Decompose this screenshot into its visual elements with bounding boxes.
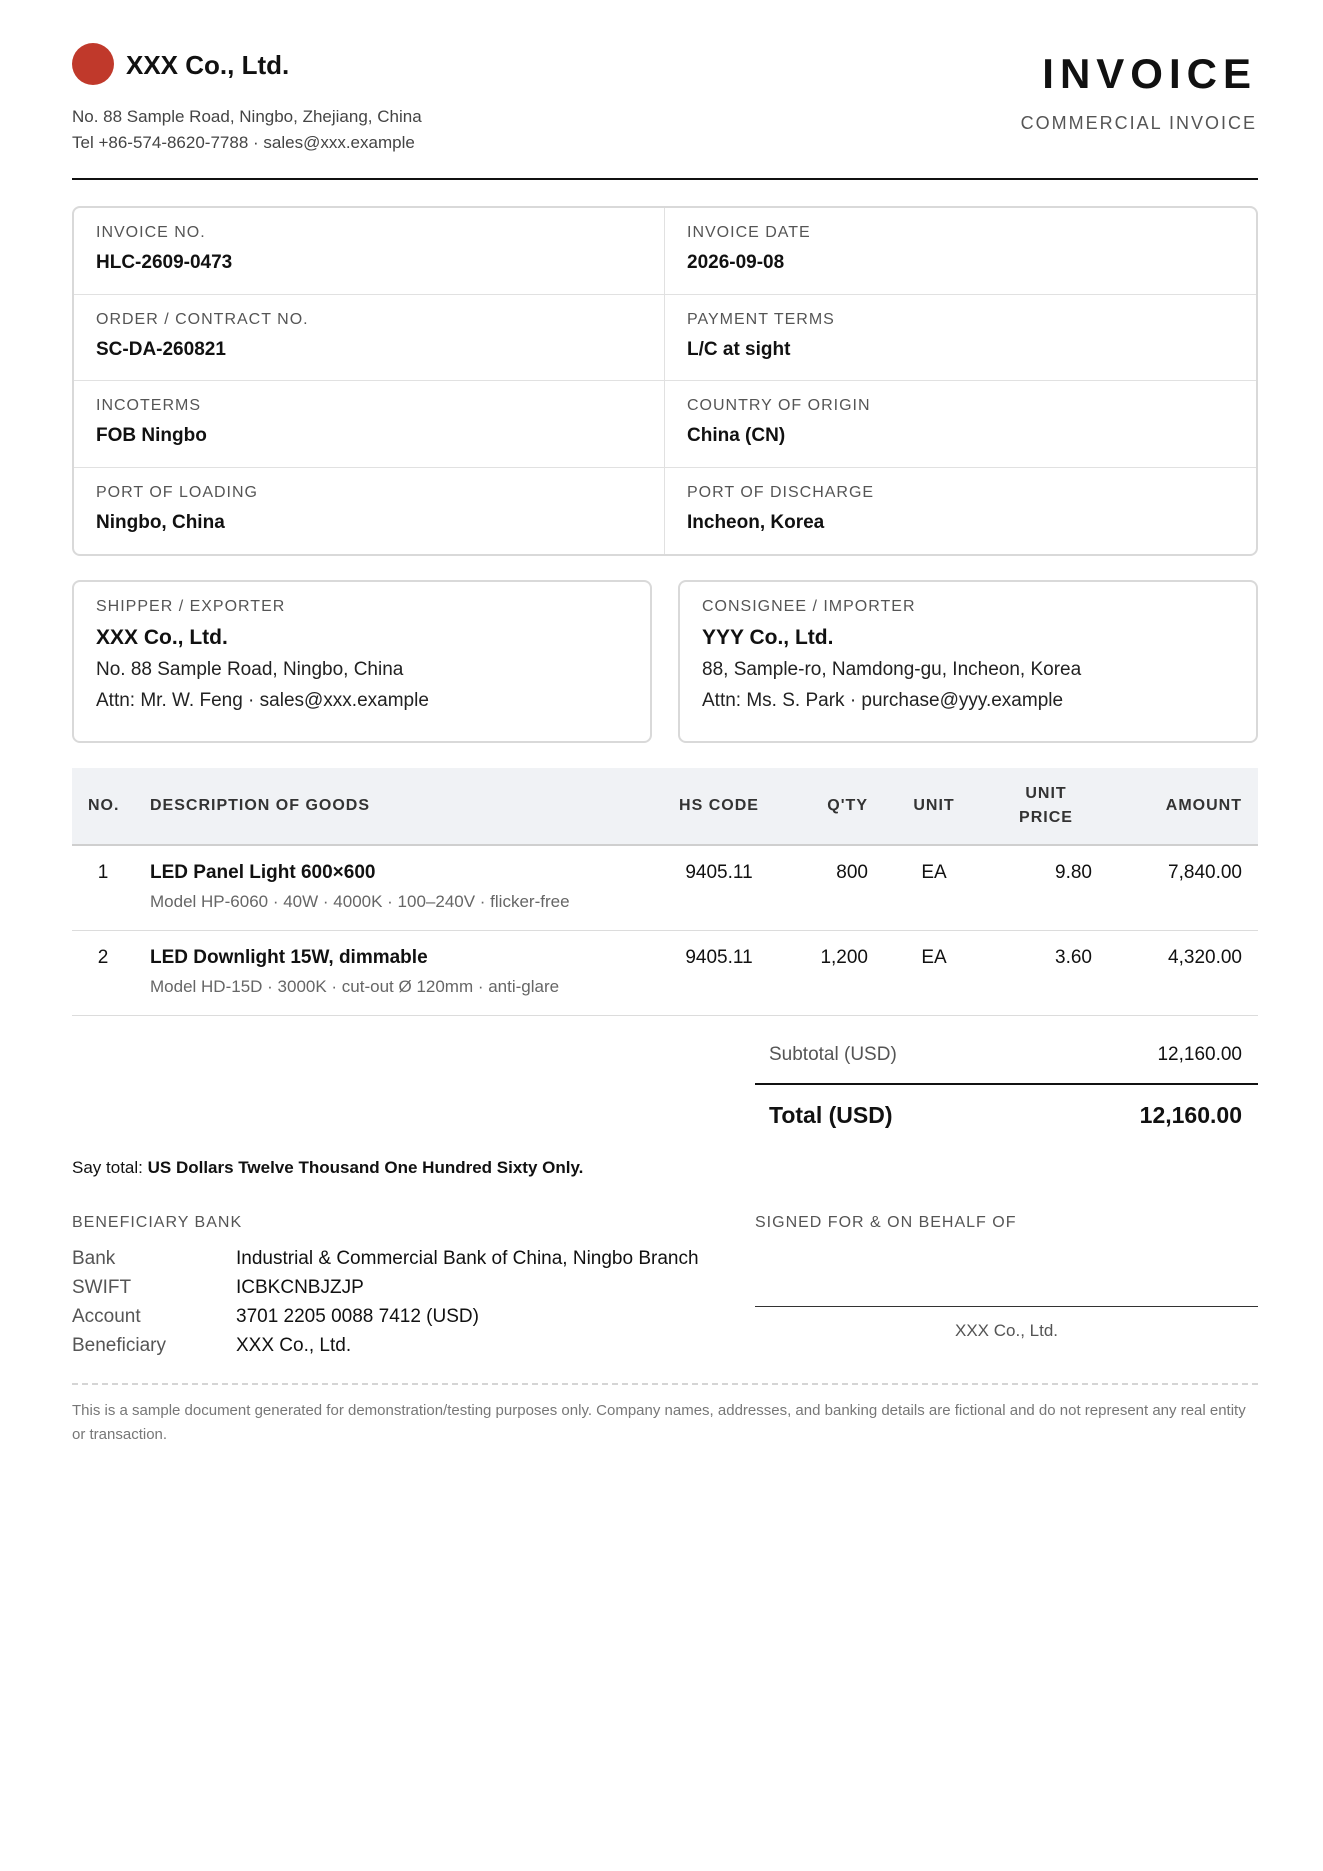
info-payment-terms <box>665 295 1256 382</box>
info-country-of-origin <box>665 381 1256 468</box>
row-description <box>134 845 654 931</box>
bank-key: Beneficiary <box>72 1334 166 1356</box>
items-table <box>72 768 1258 1016</box>
consignee-box <box>678 580 1258 743</box>
info-value: HLC-2609-0473 <box>96 252 233 273</box>
total-label: Total (USD) <box>769 1102 893 1128</box>
info-invoice-date <box>665 208 1256 295</box>
row-no: 2 <box>72 931 134 1016</box>
col-header-description: DESCRIPTION OF GOODS <box>134 768 654 845</box>
col-header-hs-code: HS CODE <box>654 768 784 845</box>
row-description <box>134 931 654 1016</box>
company-name: XXX Co., Ltd. <box>126 50 290 80</box>
table-row <box>72 845 1258 931</box>
info-port-of-discharge <box>665 468 1256 555</box>
info-label: PORT OF LOADING <box>96 483 258 501</box>
shipper-label: SHIPPER / EXPORTER <box>96 598 286 615</box>
shipper-address: No. 88 Sample Road, Ningbo, China <box>96 659 404 680</box>
info-label: ORDER / CONTRACT NO. <box>96 310 309 328</box>
item-spec: Model HD-15D · 3000K · cut-out Ø 120mm · anti-glare <box>150 977 560 996</box>
unit-price-header-line-2: PRICE <box>1019 809 1073 826</box>
info-order-no <box>74 295 665 382</box>
shipper-attn: Attn: Mr. W. Feng · sales@xxx.example <box>96 690 429 711</box>
company-logo <box>72 43 114 85</box>
consignee-attn: Attn: Ms. S. Park · purchase@yyy.example <box>702 690 1064 711</box>
col-header-no: NO. <box>72 768 134 845</box>
disclaimer-footnote: This is a sample document generated for demonstration/testing purposes only. Company names, addresses, and banking details are fictional and do not represent any real entity or transaction. <box>72 1402 1246 1443</box>
bank-details-table <box>72 1244 699 1360</box>
say-total <box>72 1158 583 1178</box>
info-value: Incheon, Korea <box>687 511 825 533</box>
bank-section-title: BENEFICIARY BANK <box>72 1214 243 1231</box>
col-header-unit: UNIT <box>884 768 984 845</box>
bank-key: SWIFT <box>72 1276 132 1298</box>
row-qty: 800 <box>784 845 884 931</box>
row-unit-price: 9.80 <box>984 845 1108 931</box>
info-port-of-loading <box>74 468 665 555</box>
info-value: FOB Ningbo <box>96 425 207 446</box>
item-spec: Model HP-6060 · 40W · 4000K · 100–240V · flicker-free <box>150 892 570 911</box>
info-label: PAYMENT TERMS <box>687 310 835 328</box>
row-hs-code: 9405.11 <box>654 845 784 931</box>
row-unit: EA <box>884 931 984 1016</box>
table-row <box>72 931 1258 1016</box>
info-value: China (CN) <box>687 425 786 446</box>
bank-value: 3701 2205 0088 7412 (USD) <box>236 1305 479 1327</box>
total-amount: 12,160.00 <box>1139 1102 1242 1128</box>
consignee-label: CONSIGNEE / IMPORTER <box>702 598 916 615</box>
shipper-name: XXX Co., Ltd. <box>96 626 228 649</box>
company-contact: Tel +86-574-8620-7788 · sales@xxx.example <box>72 133 415 152</box>
bank-value: XXX Co., Ltd. <box>236 1334 352 1356</box>
row-unit: EA <box>884 845 984 931</box>
invoice-info-grid <box>72 206 1258 556</box>
row-amount: 7,840.00 <box>1108 845 1258 931</box>
info-incoterms <box>74 381 665 468</box>
info-label: COUNTRY OF ORIGIN <box>687 397 871 414</box>
info-invoice-no <box>74 208 665 295</box>
info-label: INVOICE NO. <box>96 224 206 241</box>
col-header-unit-price <box>984 768 1108 845</box>
info-label: INCOTERMS <box>96 397 201 414</box>
col-header-qty: Q'TY <box>784 768 884 845</box>
col-header-amount: AMOUNT <box>1108 768 1258 845</box>
company-address: No. 88 Sample Road, Ningbo, Zhejiang, China <box>72 107 422 126</box>
info-value: SC-DA-260821 <box>96 338 226 360</box>
row-hs-code: 9405.11 <box>654 931 784 1016</box>
bank-key: Account <box>72 1305 141 1327</box>
bank-row <box>72 1331 699 1360</box>
subtotal-amount: 12,160.00 <box>1157 1044 1242 1065</box>
item-name: LED Downlight 15W, dimmable <box>150 947 428 968</box>
row-qty: 1,200 <box>784 931 884 1016</box>
item-name: LED Panel Light 600×600 <box>150 862 376 883</box>
bank-value: Industrial & Commercial Bank of China, Ningbo Branch <box>236 1247 699 1269</box>
signature-title: SIGNED FOR & ON BEHALF OF <box>755 1214 1017 1231</box>
table-header-row <box>72 768 1258 845</box>
info-label: PORT OF DISCHARGE <box>687 483 875 501</box>
info-value: 2026-09-08 <box>687 252 785 273</box>
bank-row <box>72 1302 699 1331</box>
unit-price-header-line-1: UNIT <box>1025 785 1067 802</box>
say-total-words: US Dollars Twelve Thousand One Hundred Sixty Only. <box>147 1158 584 1177</box>
document-subtitle: COMMERCIAL INVOICE <box>1020 113 1257 133</box>
document-title: INVOICE <box>1042 50 1257 97</box>
consignee-address: 88, Sample-ro, Namdong-gu, Incheon, Korea <box>702 659 1082 680</box>
info-label: INVOICE DATE <box>687 224 811 241</box>
subtotal-label: Subtotal (USD) <box>769 1044 897 1065</box>
row-unit-price: 3.60 <box>984 931 1108 1016</box>
signature-line <box>755 1306 1258 1307</box>
bank-row <box>72 1244 699 1273</box>
info-value: L/C at sight <box>687 338 791 360</box>
consignee-name: YYY Co., Ltd. <box>702 626 834 649</box>
bank-row <box>72 1273 699 1302</box>
total-divider <box>755 1083 1258 1085</box>
footer-divider <box>72 1383 1258 1385</box>
say-total-label: Say total: <box>72 1158 143 1177</box>
bank-value: ICBKCNBJZJP <box>236 1276 364 1298</box>
signature-company: XXX Co., Ltd. <box>955 1321 1058 1340</box>
row-no: 1 <box>72 845 134 931</box>
header-divider <box>72 178 1258 180</box>
info-value: Ningbo, China <box>96 511 225 533</box>
bank-key: Bank <box>72 1247 116 1269</box>
shipper-box <box>72 580 652 743</box>
row-amount: 4,320.00 <box>1108 931 1258 1016</box>
